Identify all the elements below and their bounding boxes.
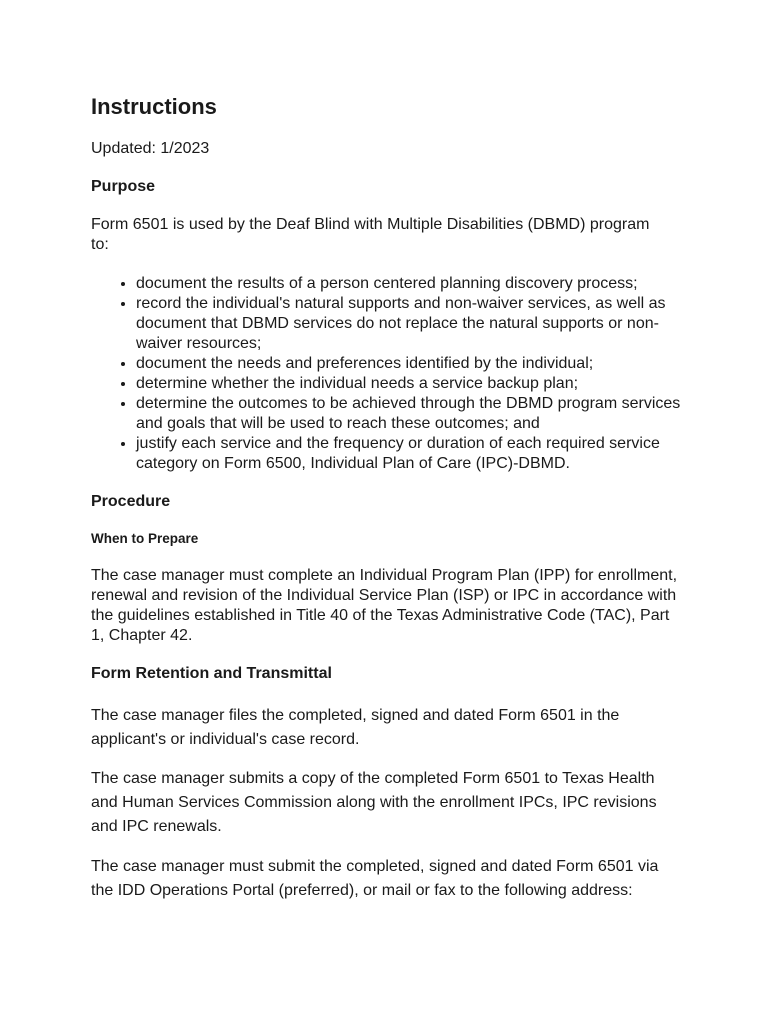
when-to-prepare-heading: When to Prepare [91,531,199,546]
when-to-prepare-text: The case manager must complete an Individual Program Plan (IPP) for enrollment, renewal and revision of the Individual Service Plan (ISP) or IPC in accordance with the guidelines established in Title 40 of the Texas Administrative Code (TAC), Part 1, Chapter 42. [91,567,678,644]
page-title: Instructions [91,94,217,119]
list-item: • document the results of a person centered planning discovery process; [136,274,691,294]
list-item: • determine whether the individual needs a service backup plan; [136,374,691,394]
purpose-list [91,274,691,474]
retention-paragraph: The case manager must submit the completed, signed and dated Form 6501 via the IDD Operations Portal (preferred), or mail or fax to the following address: [91,858,659,899]
procedure-heading: Procedure [91,493,171,510]
purpose-heading: Purpose [91,178,156,195]
list-item: • document the needs and preferences identified by the individual; [136,354,691,374]
updated-date: Updated: 1/2023 [91,140,210,157]
retention-paragraph: The case manager files the completed, signed and dated Form 6501 in the applicant's or individual's case record. [91,707,620,748]
list-item: • determine the outcomes to be achieved through the DBMD program services and goals that will be used to reach these outcomes; and [136,394,691,434]
purpose-intro: Form 6501 is used by the Deaf Blind with Multiple Disabilities (DBMD) program to: [91,216,650,253]
list-item: • justify each service and the frequency or duration of each required service category on Form 6500, Individual Plan of Care (IPC)-DBMD. [136,434,691,474]
list-item: • record the individual's natural supports and non-waiver services, as well as document that DBMD services do not replace the natural supports or non-waiver resources; [136,294,691,354]
retention-heading: Form Retention and Transmittal [91,665,332,682]
retention-paragraph: The case manager submits a copy of the completed Form 6501 to Texas Health and Human Services Commission along with the enrollment IPCs, IPC revisions and IPC renewals. [91,770,657,835]
